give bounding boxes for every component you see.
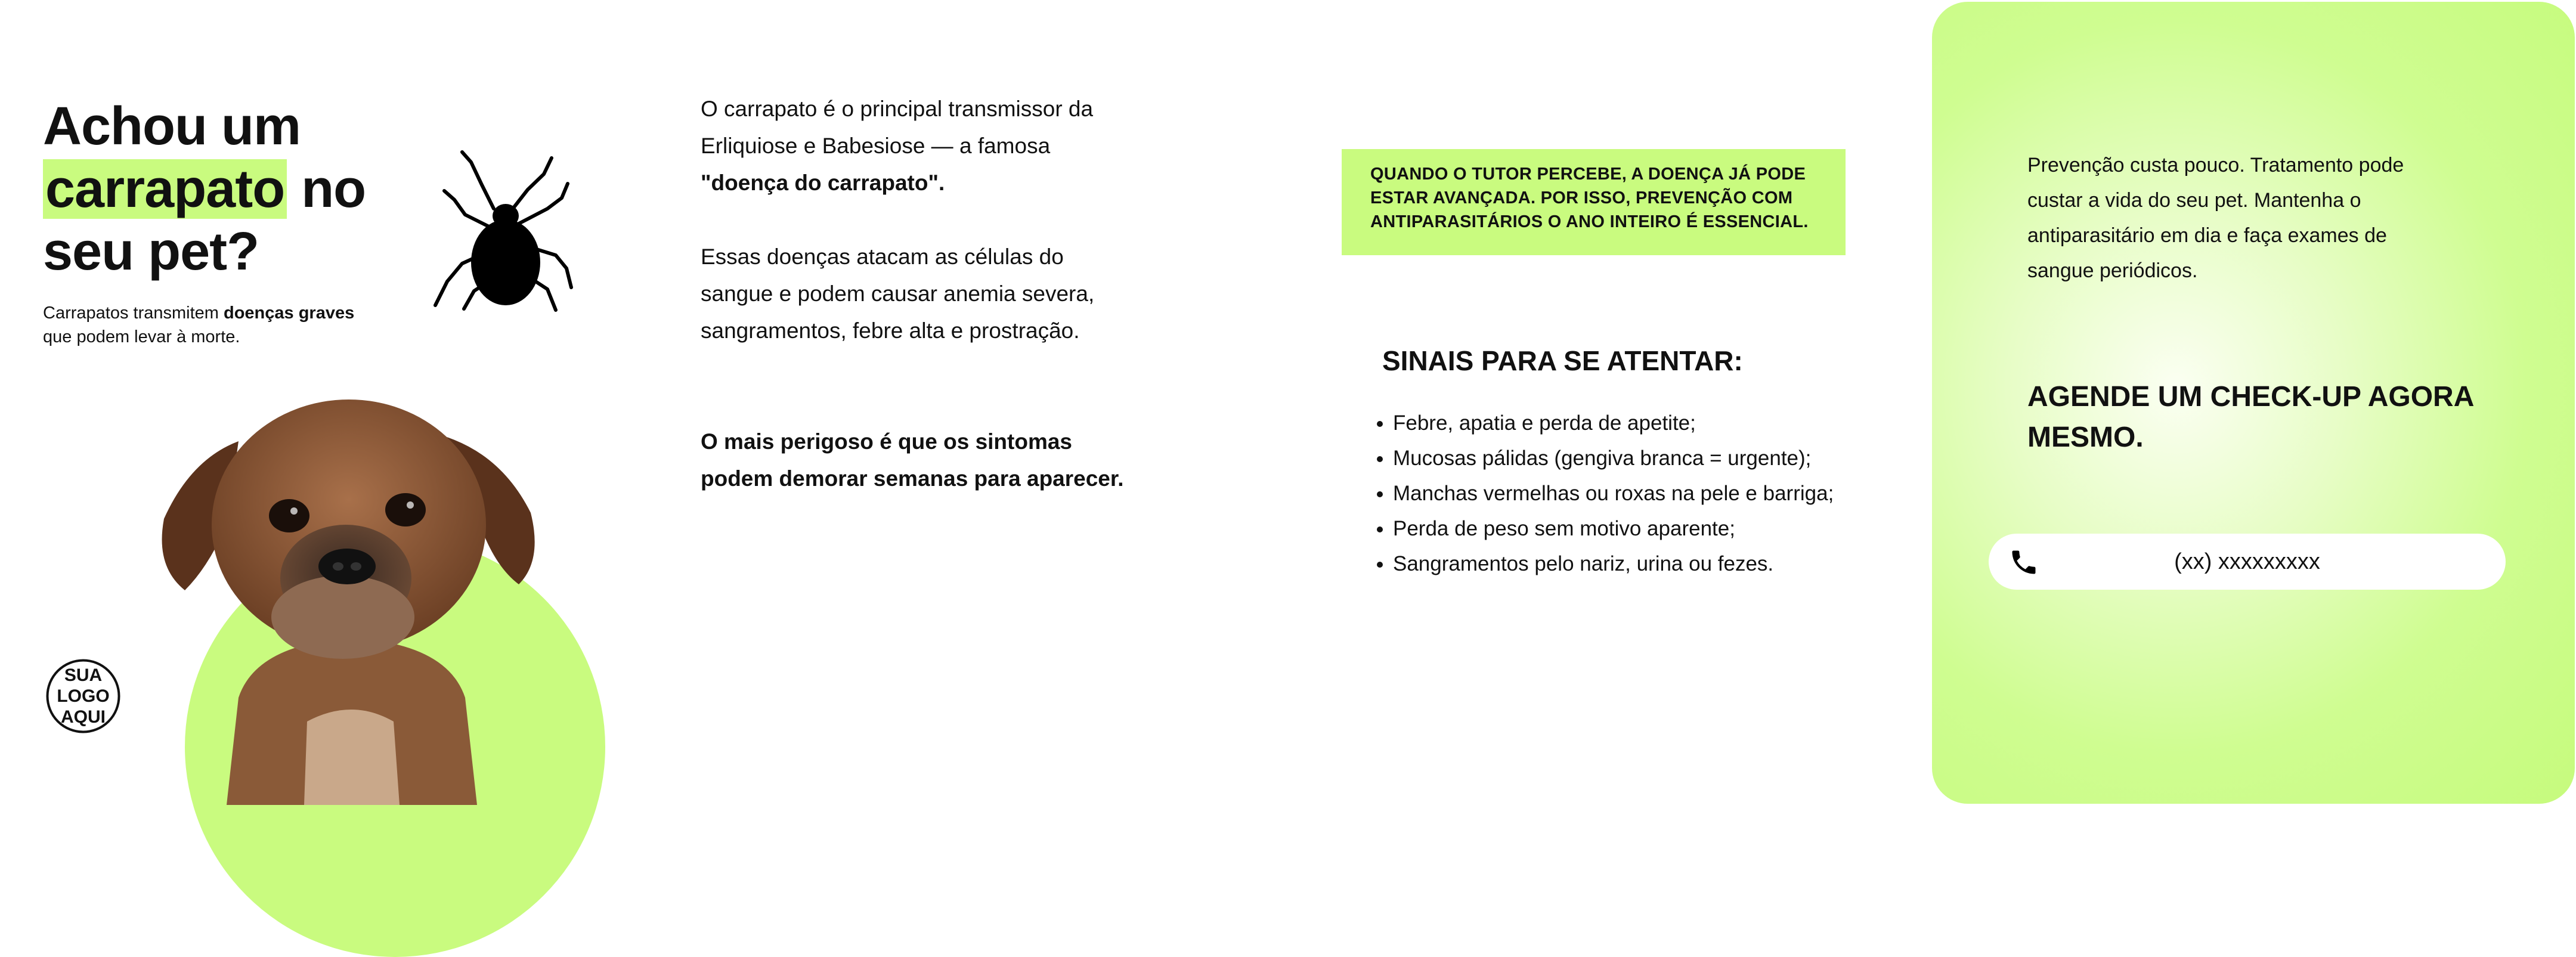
cta-title: AGENDE UM CHECK-UP AGORA MESMO. <box>2027 381 2473 453</box>
intro-paragraph <box>701 91 1130 202</box>
headline-line1: Achou um <box>43 97 301 156</box>
phone-number[interactable]: (xx) xxxxxxxxx <box>2174 549 2320 574</box>
list-item: • Febre, apatia e perda de apetite; <box>1393 405 1900 441</box>
intro-text: O carrapato é o principal transmissor da Erliquiose e Babesiose — a famosa <box>701 97 1094 158</box>
callout-box: QUANDO O TUTOR PERCEBE, A DOENÇA JÁ PODE ESTAR AVANÇADA. POR ISSO, PREVENÇÃO COM ANTIPARASITÁRIOS O ANO INTEIRO É ESSENCIAL. <box>1342 149 1846 255</box>
list-item: • Perda de peso sem motivo aparente; <box>1393 511 1900 546</box>
signs-list <box>1371 405 1900 581</box>
headline-highlight: carrapato <box>43 159 287 219</box>
tick-icon <box>429 149 578 322</box>
list-item: • Mucosas pálidas (gengiva branca = urgente); <box>1393 441 1900 476</box>
subheadline-part1: Carrapatos transmitem <box>43 303 224 323</box>
list-item: • Manchas vermelhas ou roxas na pele e barriga; <box>1393 476 1900 511</box>
headline <box>43 95 460 283</box>
logo-text-line3: AQUI <box>61 707 106 727</box>
signs-title: SINAIS PARA SE ATENTAR: <box>1382 345 1743 376</box>
logo-text-line2: LOGO <box>57 686 110 706</box>
warning-paragraph: O mais perigoso é que os sintomas podem demorar semanas para aparecer. <box>701 429 1124 491</box>
headline-line3: seu pet? <box>43 222 259 281</box>
cta-text: Prevenção custa pouco. Tratamento pode custar a vida do seu pet. Mantenha o antiparasitário em dia e faça exames de sangue periódicos. <box>2027 154 2404 282</box>
intro-bold: "doença do carrapato". <box>701 171 945 195</box>
subheadline-bold: doenças graves <box>224 303 355 323</box>
dog-photo <box>137 388 566 805</box>
disease-paragraph: Essas doenças atacam as células do sangue e podem causar anemia severa, sangramentos, febre alta e prostração. <box>701 244 1095 343</box>
subheadline <box>43 301 377 349</box>
headline-after-highlight: no <box>287 159 366 219</box>
subheadline-part2: que podem levar à morte. <box>43 327 240 346</box>
list-item: • Sangramentos pelo nariz, urina ou fezes. <box>1393 546 1900 581</box>
logo-text-line1: SUA <box>64 665 103 685</box>
brand-logo <box>43 656 123 736</box>
